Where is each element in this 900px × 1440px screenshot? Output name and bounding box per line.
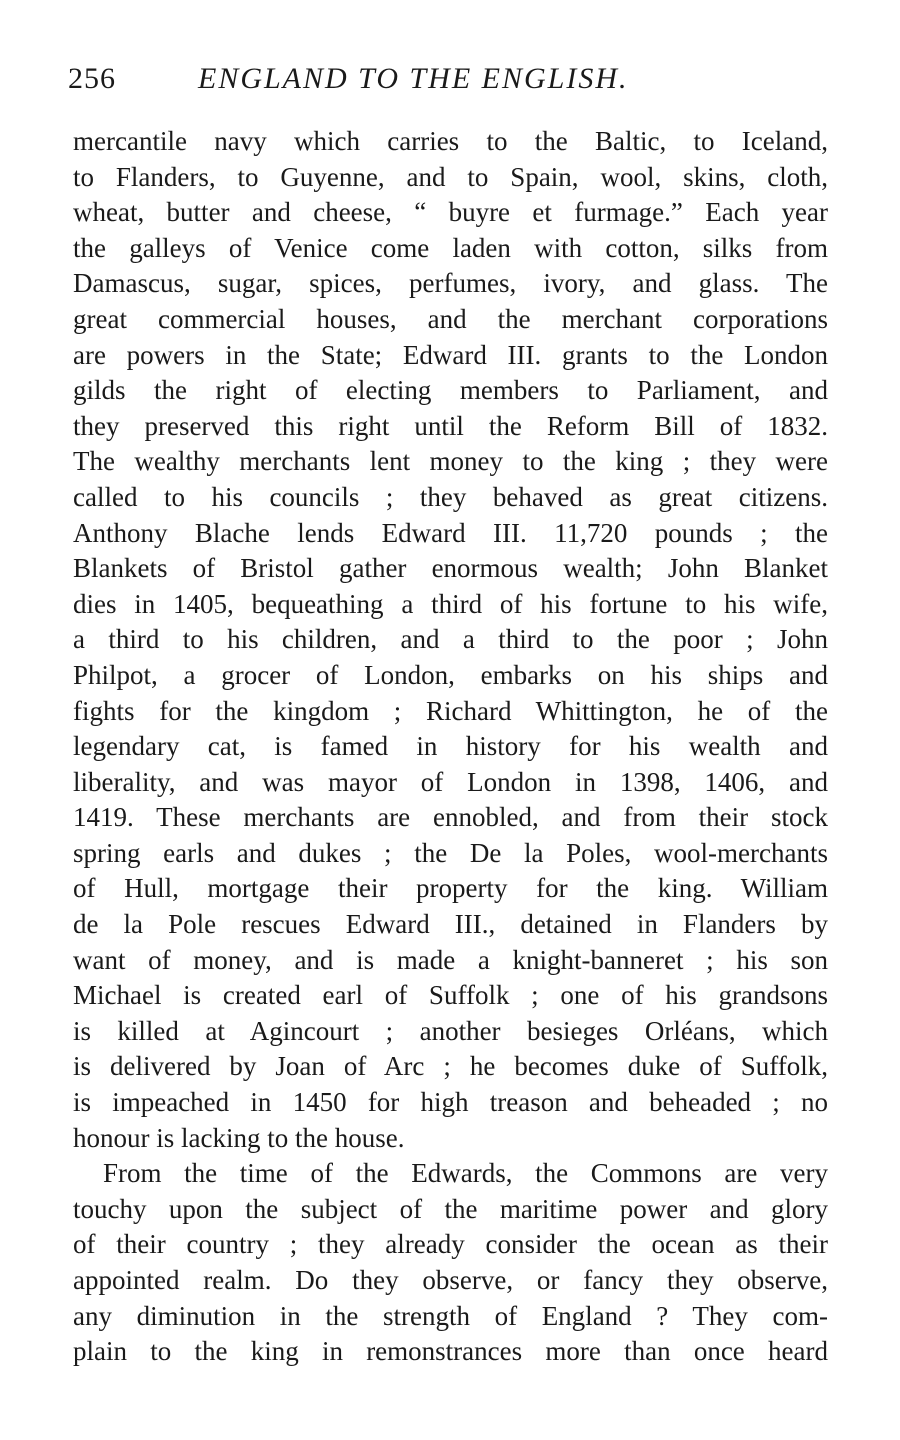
text-line: to Flanders, to Guyenne, and to Spain, wool, skins, cloth, [73, 161, 828, 192]
text-line: spring earls and dukes ; the De la Poles, wool-merchants [73, 837, 828, 868]
paragraph-2 [73, 1156, 828, 1370]
text-line: are powers in the State; Edward III. grants to the London [73, 339, 828, 370]
text-line: Anthony Blache lends Edward III. 11,720 pounds ; the [73, 517, 828, 548]
text-line: honour is lacking to the house. [73, 1122, 405, 1153]
text-line: dies in 1405, bequeathing a third of his fortune to his wife, [73, 588, 828, 619]
page-number: 256 [68, 62, 116, 95]
text-line: The wealthy merchants lent money to the king ; they were [73, 446, 828, 477]
text-line: appointed realm. Do they observe, or fancy they observe, [73, 1265, 828, 1295]
paragraph-1 [73, 124, 828, 1156]
text-line: 1419. These merchants are ennobled, and from their stock [73, 802, 828, 833]
text-line: is killed at Agincourt ; another besieges Orléans, which [73, 1015, 828, 1046]
text-line: touchy upon the subject of the maritime power and glory [73, 1193, 828, 1224]
text-line: is delivered by Joan of Arc ; he becomes duke of Suffolk, [73, 1051, 828, 1082]
text-line: want of money, and is made a knight-banneret ; his son [73, 944, 828, 975]
text-line: Michael is created earl of Suffolk ; one of his grandsons [73, 980, 828, 1011]
text-line: a third to his children, and a third to the poor ; John [73, 624, 828, 655]
text-line: mercantile navy which carries to the Baltic, to Iceland, [73, 126, 828, 156]
text-line: of Hull, mortgage their property for the king. William [73, 873, 828, 904]
text-line: From the time of the Edwards, the Commons are very [103, 1158, 828, 1189]
text-line: fights for the kingdom ; Richard Whittington, he of the [73, 695, 828, 726]
text-line: they preserved this right until the Reform Bill of 1832. [73, 410, 828, 441]
text-line: liberality, and was mayor of London in 1398, 1406, and [73, 766, 828, 797]
text-line: any diminution in the strength of England ? They com- [73, 1300, 828, 1331]
text-line: Blankets of Bristol gather enormous wealth; John Blanket [73, 553, 828, 584]
text-line: called to his councils ; they behaved as great citizens. [73, 481, 828, 512]
running-title: ENGLAND TO THE ENGLISH. [198, 62, 629, 95]
page-header [68, 62, 838, 106]
body-text [73, 124, 828, 1370]
text-line: great commercial houses, and the merchant corporations [73, 303, 828, 334]
text-line: plain to the king in remonstrances more than once heard [73, 1336, 828, 1367]
text-line: the galleys of Venice come laden with cotton, silks from [73, 232, 828, 263]
text-line: gilds the right of electing members to Parliament, and [73, 375, 828, 406]
text-line: Philpot, a grocer of London, embarks on his ships and [73, 659, 828, 690]
text-line: Damascus, sugar, spices, perfumes, ivory, and glass. The [73, 268, 828, 299]
text-line: de la Pole rescues Edward III., detained in Flanders by [73, 909, 828, 940]
text-line: of their country ; they already consider the ocean as their [73, 1229, 828, 1260]
text-line: wheat, butter and cheese, “ buyre et furmage.” Each year [73, 197, 828, 228]
text-line: is impeached in 1450 for high treason and beheaded ; no [73, 1087, 828, 1118]
text-line: legendary cat, is famed in history for his wealth and [73, 731, 828, 762]
